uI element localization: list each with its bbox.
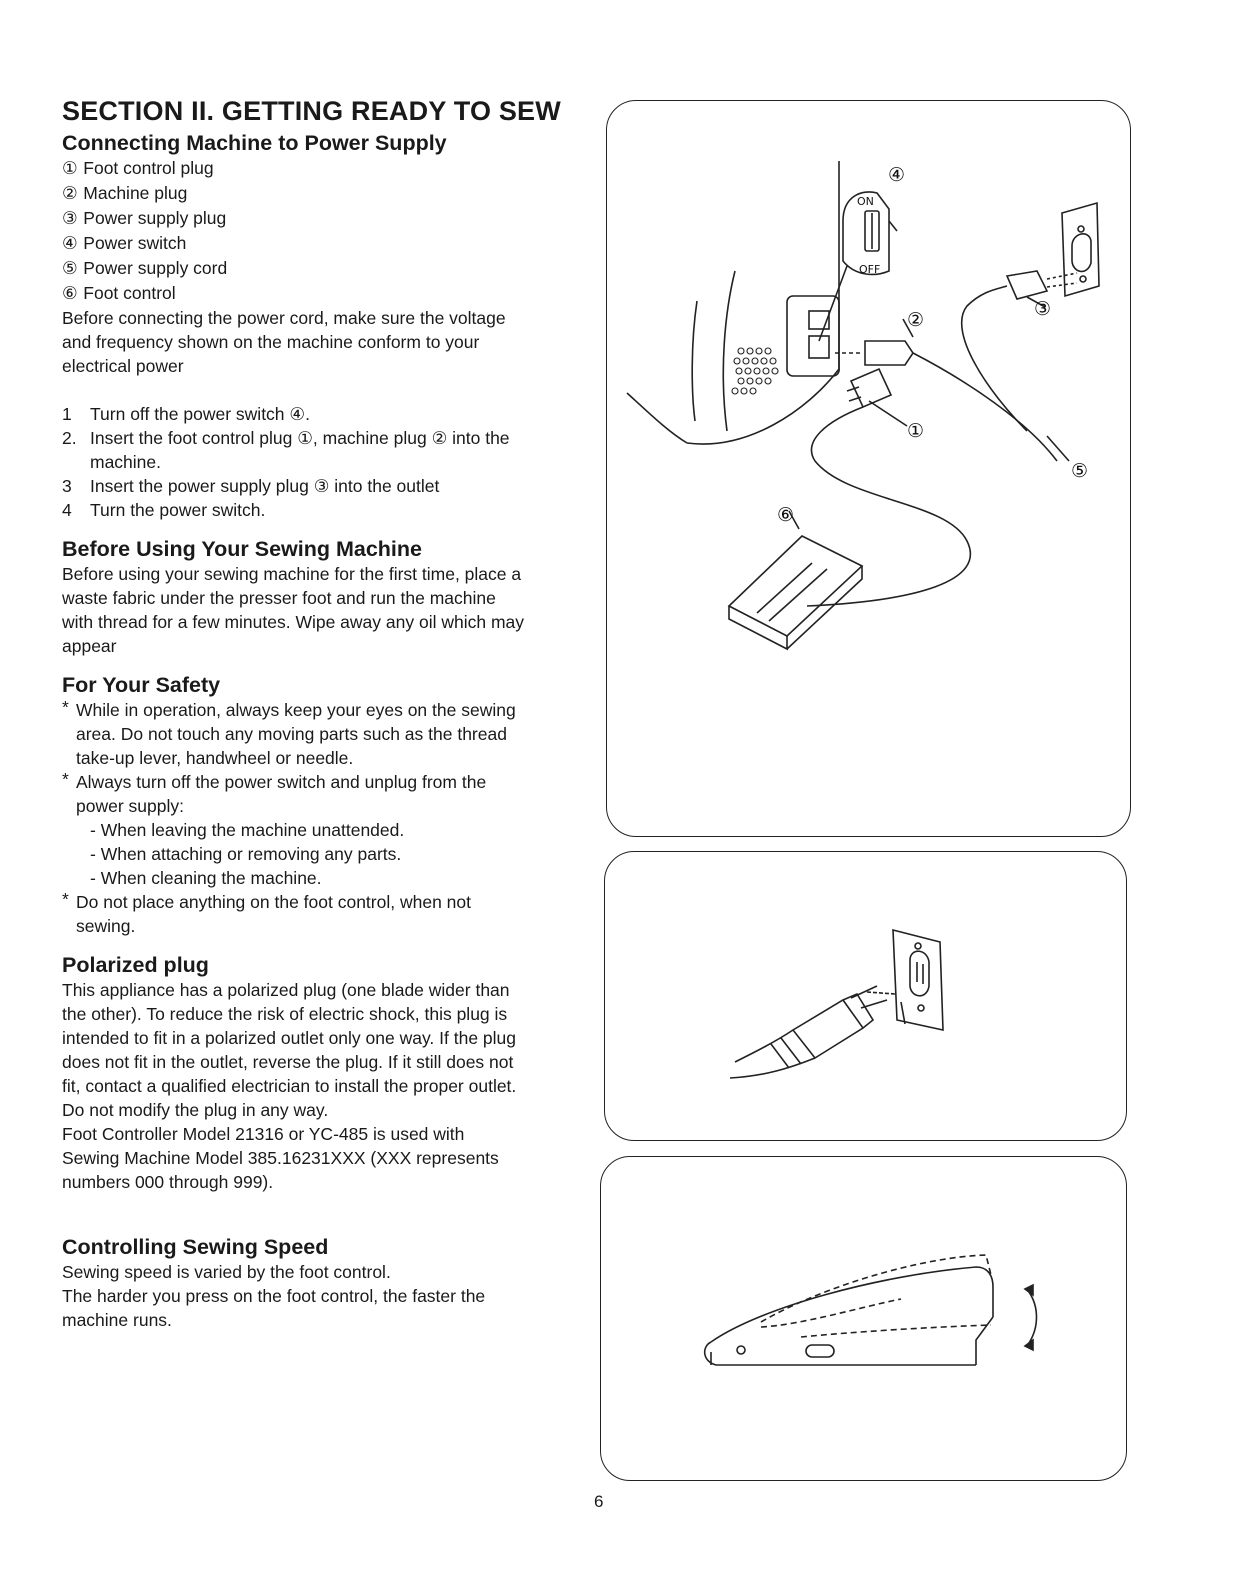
part-number: ⑥ [62, 284, 84, 304]
step-line: Insert the foot control plug ①, machine plug ② into the [90, 428, 510, 448]
polarized-line: the other). To reduce the risk of electric shock, this plug is [62, 1004, 508, 1024]
power-heading: Connecting Machine to Power Supply [62, 131, 447, 155]
steps-list [62, 402, 592, 522]
speed-line: machine runs. [62, 1310, 172, 1330]
figure-polarized-panel [604, 851, 1127, 1141]
polarized-line: intended to fit in a polarized outlet only one way. If the plug [62, 1028, 517, 1048]
power-note-line: and frequency shown on the machine conform to your [62, 332, 480, 352]
part-number: ⑤ [62, 259, 84, 279]
part-number: ④ [62, 234, 84, 254]
safety-bullet [62, 770, 592, 818]
callout-6: ⑥ [777, 504, 795, 526]
part-label: Power supply plug [83, 208, 227, 228]
callout-2: ② [907, 309, 925, 331]
page-number: 6 [594, 1492, 604, 1511]
before-use-heading: Before Using Your Sewing Machine [62, 537, 422, 561]
polarized-text [62, 978, 592, 1194]
polarized-line: does not fit in the outlet, reverse the plug. If it still does not [62, 1052, 514, 1072]
callout-4: ④ [888, 164, 906, 186]
part-label: Power switch [83, 233, 187, 253]
polarized-line: Do not modify the plug in any way. [62, 1100, 329, 1120]
safety-line: Do not place anything on the foot control, when not [76, 892, 471, 912]
polarized-line: numbers 000 through 999). [62, 1172, 274, 1192]
safety-sub-item: - When attaching or removing any parts. [90, 844, 402, 864]
safety-bullet [62, 890, 592, 938]
polarized-line: Foot Controller Model 21316 or YC-485 is used with [62, 1124, 465, 1144]
speed-line: The harder you press on the foot control, the faster the [62, 1286, 486, 1306]
callout-3: ③ [1034, 298, 1052, 320]
polarized-line: This appliance has a polarized plug (one blade wider than [62, 980, 510, 1000]
safety-line: Always turn off the power switch and unplug from the [76, 772, 487, 792]
part-label: Foot control [83, 283, 176, 303]
safety-list [62, 698, 592, 938]
power-note [62, 306, 592, 378]
bullet-mark: * [62, 889, 69, 909]
speed-text [62, 1260, 592, 1332]
parts-list [62, 156, 592, 306]
part-item [62, 156, 592, 181]
before-use-line: Before using your sewing machine for the first time, place a [62, 564, 522, 584]
figure-connection-panel [606, 100, 1131, 837]
bullet-mark: * [62, 697, 69, 717]
speed-line: Sewing speed is varied by the foot control. [62, 1262, 391, 1282]
safety-line: take-up lever, handwheel or needle. [76, 748, 354, 768]
safety-line: sewing. [76, 916, 136, 936]
step-number: 3 [62, 476, 72, 496]
polarized-heading: Polarized plug [62, 953, 209, 977]
part-item [62, 256, 592, 281]
part-label: Machine plug [83, 183, 188, 203]
step-item [62, 402, 592, 426]
part-number: ③ [62, 209, 84, 229]
safety-line: While in operation, always keep your eyes on the sewing [76, 700, 516, 720]
safety-bullet [62, 698, 592, 770]
before-use-line: appear [62, 636, 117, 656]
before-use-line: waste fabric under the presser foot and run the machine [62, 588, 496, 608]
part-number: ① [62, 159, 84, 179]
text-column [62, 96, 592, 1332]
before-use-line: with thread for a few minutes. Wipe away any oil which may [62, 612, 524, 632]
foot-control-illustration [601, 1157, 1126, 1480]
step-item [62, 426, 592, 474]
section-title: SECTION II. GETTING READY TO SEW [62, 96, 561, 126]
polarized-plug-illustration [605, 852, 1126, 1140]
before-use-text [62, 562, 592, 658]
step-line: machine. [90, 452, 162, 472]
callout-5: ⑤ [1071, 460, 1089, 482]
part-item [62, 231, 592, 256]
safety-line: area. Do not touch any moving parts such as the thread [76, 724, 507, 744]
step-item [62, 498, 592, 522]
power-note-line: Before connecting the power cord, make sure the voltage [62, 308, 506, 328]
safety-sub-item: - When leaving the machine unattended. [90, 820, 405, 840]
safety-heading: For Your Safety [62, 673, 221, 697]
safety-sub-item: - When cleaning the machine. [90, 868, 322, 888]
polarized-line: Sewing Machine Model 385.16231XXX (XXX represents [62, 1148, 499, 1168]
part-label: Foot control plug [83, 158, 214, 178]
step-number: 1 [62, 404, 72, 424]
step-line: Turn off the power switch ④. [90, 404, 310, 424]
polarized-line: fit, contact a qualified electrician to install the proper outlet. [62, 1076, 517, 1096]
callout-1: ① [907, 420, 925, 442]
step-line: Insert the power supply plug ③ into the outlet [90, 476, 440, 496]
step-number: 2. [62, 428, 77, 448]
step-line: Turn the power switch. [90, 500, 266, 520]
step-number: 4 [62, 500, 72, 520]
part-item [62, 206, 592, 231]
safety-line: power supply: [76, 796, 184, 816]
connection-illustration [607, 101, 1130, 836]
part-number: ② [62, 184, 84, 204]
bullet-mark: * [62, 769, 69, 789]
switch-on-label: ON [857, 195, 874, 208]
step-item [62, 474, 592, 498]
power-note-line: electrical power [62, 356, 184, 376]
figure-speed-panel [600, 1156, 1127, 1481]
switch-off-label: OFF [859, 263, 881, 276]
part-item [62, 181, 592, 206]
part-item [62, 281, 592, 306]
part-label: Power supply cord [83, 258, 228, 278]
speed-heading: Controlling Sewing Speed [62, 1235, 329, 1259]
